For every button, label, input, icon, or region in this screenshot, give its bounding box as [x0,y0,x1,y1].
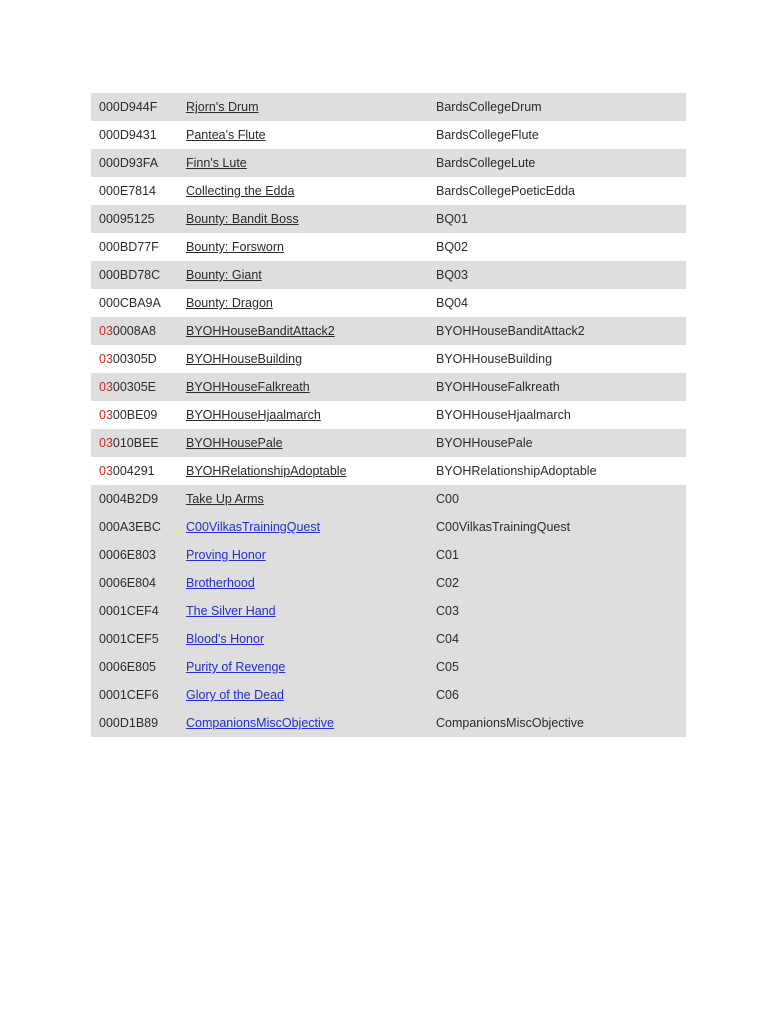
editor-id: BQ04 [436,296,468,310]
form-id-value: 000E7814 [99,184,157,198]
form-id [99,688,161,703]
form-id-cell [91,597,186,625]
quest-name-cell [186,205,436,233]
form-id-value: 010BEE [112,436,159,450]
quest-name-cell [186,149,436,177]
form-id-value: 000D1B89 [99,716,159,730]
editor-id: BYOHHouseHjaalmarch [436,408,571,422]
form-id-prefix: 03 [99,464,113,478]
table-row [91,541,686,569]
form-id-cell [91,289,186,317]
editor-id: C00 [436,492,459,506]
form-id-cell [91,177,186,205]
table-row [91,205,686,233]
editor-id-cell [436,513,686,541]
form-id-value: 000D93FA [99,156,159,170]
table-row [91,373,686,401]
editor-id: BYOHHouseBanditAttack2 [436,324,585,338]
table-row [91,177,686,205]
quest-name-cell [186,457,436,485]
form-id [99,268,161,283]
form-id-cell [91,709,186,737]
quest-name-cell [186,261,436,289]
form-id-prefix: 03 [99,324,113,338]
editor-id-cell [436,121,686,149]
editor-id-cell [436,597,686,625]
quest-name-cell [186,541,436,569]
form-id [99,492,161,507]
form-id-value: 0001CEF6 [99,688,159,702]
quest-name-cell [186,709,436,737]
form-id [99,100,161,115]
table-row [91,149,686,177]
editor-id-cell [436,149,686,177]
quest-name-link[interactable]: Glory of the Dead [186,688,284,702]
form-id [99,296,161,311]
quest-name-cell [186,373,436,401]
form-id-value: 0001CEF5 [99,632,159,646]
table-row [91,401,686,429]
table-row [91,261,686,289]
form-id-value: 000D9431 [99,128,157,142]
form-id-cell [91,233,186,261]
quest-name-link[interactable]: Take Up Arms [186,492,264,506]
quest-name-cell [186,93,436,121]
form-id-value: 0006E804 [99,576,157,590]
quest-name-link[interactable]: BYOHHouseBuilding [186,352,303,366]
form-id-value: 00BE09 [112,408,158,422]
editor-id-cell [436,569,686,597]
quest-name-link[interactable]: Bounty: Dragon [186,296,273,310]
quest-name-link[interactable]: Bounty: Bandit Boss [186,212,299,226]
form-id-value: 000D944F [99,100,158,114]
form-id [99,156,161,171]
table-row [91,429,686,457]
editor-id: BardsCollegeFlute [436,128,539,142]
form-id-value: 000A3EBC [99,520,161,534]
editor-id-cell [436,485,686,513]
table-row [91,569,686,597]
form-id-value: 00305D [112,352,157,366]
quest-table [91,93,686,737]
form-id-value: 0001CEF4 [99,604,159,618]
form-id-value: 000CBA9A [99,296,161,310]
table-row [91,289,686,317]
quest-name-link[interactable]: Purity of Revenge [186,660,286,674]
editor-id-cell [436,233,686,261]
editor-id: BQ03 [436,268,468,282]
editor-id: BardsCollegeLute [436,156,536,170]
table-row [91,597,686,625]
editor-id: BYOHHouseFalkreath [436,380,560,394]
form-id-cell [91,261,186,289]
form-id-value: 0006E803 [99,548,157,562]
form-id [99,184,161,199]
editor-id: BQ02 [436,240,468,254]
form-id [99,548,161,563]
form-id-value: 0006E805 [99,660,157,674]
form-id-cell [91,541,186,569]
table-row [91,233,686,261]
quest-name-link[interactable]: BYOHHouseBanditAttack2 [186,324,335,338]
form-id-prefix: 03 [99,352,113,366]
form-id-value: 0004B2D9 [99,492,159,506]
editor-id-cell [436,653,686,681]
editor-id-cell [436,261,686,289]
quest-name-link[interactable]: Brotherhood [186,576,255,590]
form-id-prefix: 03 [99,408,113,422]
editor-id: C04 [436,632,459,646]
editor-id-cell [436,541,686,569]
form-id [99,212,161,227]
table-row [91,317,686,345]
editor-id-cell [436,457,686,485]
quest-name-link[interactable]: Rjorn's Drum [186,100,259,114]
form-id-cell [91,345,186,373]
form-id-cell [91,513,186,541]
editor-id-cell [436,345,686,373]
form-id-cell [91,653,186,681]
editor-id: BYOHHouseBuilding [436,352,553,366]
form-id-cell [91,485,186,513]
form-id [99,380,161,395]
quest-name-link[interactable]: Proving Honor [186,548,266,562]
form-id-cell [91,93,186,121]
form-id-cell [91,149,186,177]
form-id-cell [91,681,186,709]
quest-name-cell [186,429,436,457]
form-id-cell [91,317,186,345]
editor-id: BQ01 [436,212,468,226]
table-row [91,653,686,681]
form-id [99,324,161,339]
editor-id-cell [436,681,686,709]
form-id-value: 000BD77F [99,240,159,254]
table-row [91,345,686,373]
table-row [91,681,686,709]
quest-name-link[interactable]: BYOHHouseFalkreath [186,380,310,394]
editor-id-cell [436,177,686,205]
editor-id: C00VilkasTrainingQuest [436,520,571,534]
quest-name-link[interactable]: The Silver Hand [186,604,276,618]
quest-name-cell [186,289,436,317]
quest-name-link[interactable]: Bounty: Giant [186,268,262,282]
quest-name-cell [186,653,436,681]
form-id [99,716,161,731]
editor-id-cell [436,625,686,653]
editor-id-cell [436,205,686,233]
quest-name-link[interactable]: C00VilkasTrainingQuest [186,520,321,534]
form-id [99,520,161,535]
table-row [91,457,686,485]
quest-name-link[interactable]: Pantea's Flute [186,128,266,142]
form-id-cell [91,121,186,149]
form-id-prefix: 03 [99,436,113,450]
editor-id: BYOHRelationshipAdoptable [436,464,597,478]
editor-id-cell [436,289,686,317]
editor-id: CompanionsMiscObjective [436,716,584,730]
form-id [99,660,161,675]
table-row [91,485,686,513]
form-id [99,632,161,647]
editor-id-cell [436,709,686,737]
editor-id-cell [436,401,686,429]
editor-id: C03 [436,604,459,618]
form-id-cell [91,625,186,653]
form-id-prefix: 03 [99,380,113,394]
form-id-value: 00095125 [99,212,155,226]
editor-id: C01 [436,548,459,562]
form-id [99,576,161,591]
quest-name-link[interactable]: BYOHHousePale [186,436,283,450]
quest-name-cell [186,233,436,261]
editor-id-cell [436,373,686,401]
table-row [91,513,686,541]
form-id-cell [91,401,186,429]
quest-name-cell [186,681,436,709]
form-id-cell [91,457,186,485]
quest-name-link[interactable]: BYOHHouseHjaalmarch [186,408,321,422]
quest-name-link[interactable]: Bounty: Forsworn [186,240,284,254]
quest-name-cell [186,625,436,653]
quest-name-link[interactable]: CompanionsMiscObjective [186,716,334,730]
editor-id: BardsCollegePoeticEdda [436,184,575,198]
editor-id-cell [436,429,686,457]
form-id-value: 0008A8 [112,324,157,338]
form-id [99,604,161,619]
form-id-value: 00305E [112,380,157,394]
editor-id-cell [436,317,686,345]
form-id-cell [91,373,186,401]
form-id-cell [91,569,186,597]
form-id-value: 000BD78C [99,268,161,282]
editor-id: BardsCollegeDrum [436,100,542,114]
quest-name-link[interactable]: Finn's Lute [186,156,247,170]
editor-id: BYOHHousePale [436,436,533,450]
quest-name-cell [186,485,436,513]
quest-name-cell [186,345,436,373]
table-row [91,93,686,121]
table-row [91,625,686,653]
form-id [99,464,161,479]
quest-name-cell [186,177,436,205]
form-id [99,408,161,423]
quest-name-cell [186,597,436,625]
form-id [99,436,161,451]
quest-name-cell [186,513,436,541]
editor-id-cell [436,93,686,121]
form-id [99,128,161,143]
editor-id: C05 [436,660,459,674]
quest-table-body [91,93,686,737]
table-row [91,709,686,737]
quest-name-link[interactable]: Collecting the Edda [186,184,295,198]
quest-name-cell [186,569,436,597]
quest-name-link[interactable]: Blood's Honor [186,632,265,646]
quest-name-cell [186,317,436,345]
form-id-cell [91,205,186,233]
form-id [99,352,161,367]
form-id-value: 004291 [112,464,155,478]
form-id [99,240,161,255]
quest-name-cell [186,121,436,149]
table-row [91,121,686,149]
editor-id: C06 [436,688,459,702]
quest-name-cell [186,401,436,429]
form-id-cell [91,429,186,457]
quest-name-link[interactable]: BYOHRelationshipAdoptable [186,464,347,478]
editor-id: C02 [436,576,459,590]
